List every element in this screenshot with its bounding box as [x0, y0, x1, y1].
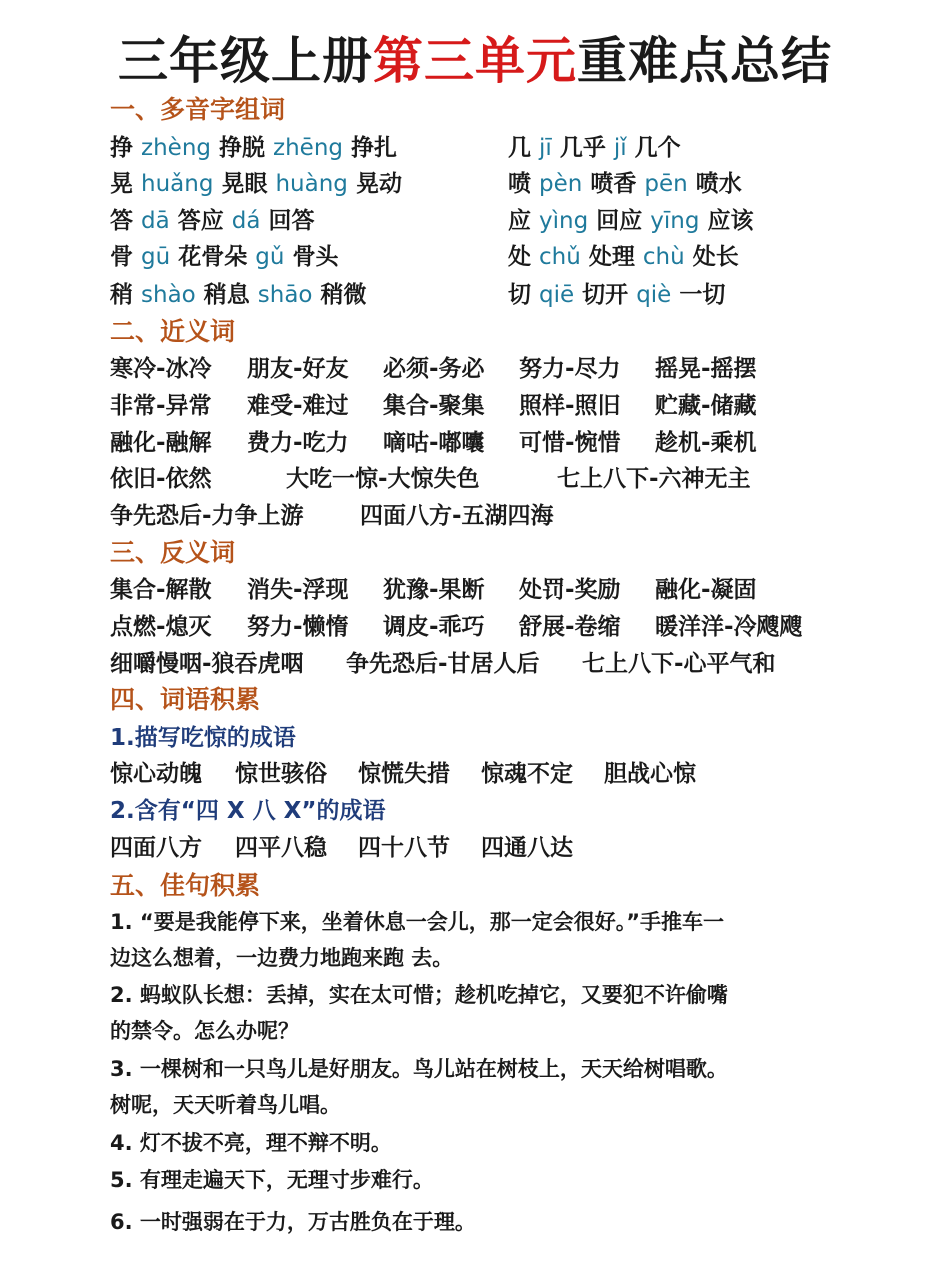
- pinyin: pèn: [539, 171, 583, 197]
- synonym-pair: 寒冷-冰冷: [110, 356, 212, 382]
- antonym-pair: 舒展-卷缩: [519, 614, 621, 640]
- antonym-pair: 努力-懒惰: [247, 614, 349, 640]
- polyphonic-row: [508, 241, 739, 273]
- antonym-pair: 调皮-乖巧: [383, 614, 485, 640]
- pinyin: jī: [539, 135, 552, 161]
- synonym-pair: 必须-务必: [383, 356, 485, 382]
- sub-heading-four-eight-idioms: 2.含有“四 X 八 X”的成语: [110, 798, 386, 824]
- pinyin: zhèng: [141, 135, 211, 161]
- synonym-pair: 摇晃-摇摆: [655, 356, 757, 382]
- antonym-pair: 犹豫-果断: [383, 577, 485, 603]
- synonym-pair: 照样-照旧: [519, 393, 621, 419]
- polyphonic-char: 喷: [508, 171, 531, 197]
- sentence-2-cont: 的禁令。怎么办呢？: [110, 1019, 299, 1043]
- example-word: 喷香: [590, 171, 637, 197]
- pinyin: yìng: [539, 208, 589, 234]
- pinyin: jǐ: [613, 135, 627, 161]
- synonym-pair: 融化-融解: [110, 430, 212, 456]
- polyphonic-row: [508, 205, 753, 237]
- section-heading-antonyms: 三、反义词: [110, 538, 236, 567]
- example-word: 挣扎: [351, 135, 398, 161]
- example-word: 挣脱: [219, 135, 266, 161]
- pinyin: zhēng: [273, 135, 344, 161]
- pinyin: dā: [141, 208, 170, 234]
- example-word: 稍微: [320, 282, 367, 308]
- pinyin: huǎng: [141, 171, 214, 197]
- example-word: 一切: [679, 282, 726, 308]
- idiom: 四十八节: [358, 835, 450, 861]
- antonym-pair: 处罚-奖励: [519, 577, 621, 603]
- sentence-4: 4. 灯不拔不亮，理不辩不明。: [110, 1131, 392, 1155]
- pinyin: shào: [141, 282, 196, 308]
- antonym-pair: 暖洋洋-冷飕飕: [655, 614, 803, 640]
- synonym-pair: 趁机-乘机: [655, 430, 757, 456]
- polyphonic-char: 答: [110, 208, 133, 234]
- section-heading-accumulation: 四、词语积累: [110, 685, 261, 714]
- example-word: 晃动: [355, 171, 402, 197]
- antonym-pair: 点燃-熄灭: [110, 614, 212, 640]
- section-heading-synonyms: 二、近义词: [110, 317, 236, 346]
- synonym-pair: 嘀咕-嘟囔: [383, 430, 485, 456]
- polyphonic-char: 挣: [110, 135, 133, 161]
- polyphonic-row: [110, 205, 314, 237]
- synonym-pair: 朋友-好友: [247, 356, 349, 382]
- example-word: 几乎: [559, 135, 606, 161]
- title-part-3: 重难点总结: [577, 32, 832, 90]
- sentence-5: 5. 有理走遍天下，无理寸步难行。: [110, 1168, 434, 1192]
- polyphonic-row: [508, 279, 725, 311]
- synonym-pair: 贮藏-储藏: [655, 393, 757, 419]
- pinyin: gǔ: [255, 244, 285, 270]
- title-part-2: 第三单元: [373, 32, 577, 90]
- synonym-pair: 难受-难过: [247, 393, 349, 419]
- synonym-pair: 七上八下-六神无主: [557, 466, 751, 492]
- antonym-pair: 融化-凝固: [655, 577, 757, 603]
- idiom: 四通八达: [481, 835, 573, 861]
- sub-heading-surprise-idioms: 1.描写吃惊的成语: [110, 725, 296, 751]
- example-word: 花骨朵: [178, 244, 248, 270]
- polyphonic-row: [110, 132, 397, 164]
- idiom: 惊慌失措: [358, 761, 450, 787]
- pinyin: qiē: [539, 282, 575, 308]
- idiom: 胆战心惊: [604, 761, 696, 787]
- polyphonic-row: [110, 241, 338, 273]
- synonym-pair: 费力-吃力: [247, 430, 349, 456]
- example-word: 稍息: [203, 282, 250, 308]
- pinyin: yīng: [650, 208, 700, 234]
- sentence-3-cont: 树呢，天天听着鸟儿唱。: [110, 1093, 341, 1117]
- synonym-pair: 努力-尽力: [519, 356, 621, 382]
- idiom: 惊心动魄: [110, 761, 202, 787]
- polyphonic-char: 稍: [110, 282, 133, 308]
- example-word: 处长: [692, 244, 739, 270]
- example-word: 应该: [707, 208, 754, 234]
- page-title: [0, 30, 950, 92]
- polyphonic-char: 晃: [110, 171, 133, 197]
- sentence-1: 1. “要是我能停下来，坐着休息一会儿，那一定会很好。”手推车一: [110, 910, 725, 934]
- idiom: 惊魂不定: [481, 761, 573, 787]
- example-word: 处理: [588, 244, 635, 270]
- section-heading-sentences: 五、佳句积累: [110, 871, 261, 900]
- polyphonic-char: 几: [508, 135, 531, 161]
- antonym-pair: 集合-解散: [110, 577, 212, 603]
- sentence-2: 2. 蚂蚁队长想：丢掉，实在太可惜；趁机吃掉它，又要犯不许偷嘴: [110, 983, 728, 1007]
- antonym-pair: 细嚼慢咽-狼吞虎咽: [110, 651, 304, 677]
- example-word: 回应: [596, 208, 643, 234]
- antonym-pair: 争先恐后-甘居人后: [346, 651, 540, 677]
- example-word: 切开: [582, 282, 629, 308]
- pinyin: dá: [231, 208, 261, 234]
- pinyin: shāo: [257, 282, 313, 308]
- synonym-pair: 非常-异常: [110, 393, 212, 419]
- antonym-pair: 七上八下-心平气和: [582, 651, 776, 677]
- pinyin: chǔ: [539, 244, 581, 270]
- example-word: 晃眼: [221, 171, 268, 197]
- polyphonic-char: 切: [508, 282, 531, 308]
- idiom: 惊世骇俗: [235, 761, 327, 787]
- polyphonic-row: [508, 132, 681, 164]
- synonym-pair: 大吃一惊-大惊失色: [286, 466, 480, 492]
- polyphonic-char: 骨: [110, 244, 133, 270]
- pinyin: chù: [642, 244, 685, 270]
- polyphonic-char: 应: [508, 208, 531, 234]
- pinyin: qiè: [636, 282, 672, 308]
- sentence-6: 6. 一时强弱在于力，万古胜负在于理。: [110, 1210, 476, 1234]
- sentence-3: 3. 一棵树和一只鸟儿是好朋友。鸟儿站在树枝上，天天给树唱歌。: [110, 1057, 728, 1081]
- synonym-pair: 依旧-依然: [110, 466, 212, 492]
- example-word: 几个: [634, 135, 681, 161]
- example-word: 骨头: [292, 244, 339, 270]
- idiom: 四面八方: [110, 835, 202, 861]
- title-part-1: 三年级上册: [118, 32, 373, 90]
- example-word: 回答: [268, 208, 315, 234]
- synonym-pair: 争先恐后-力争上游: [110, 503, 304, 529]
- pinyin: gū: [141, 244, 171, 270]
- section-heading-polyphonic: 一、多音字组词: [110, 95, 286, 124]
- pinyin: huàng: [275, 171, 348, 197]
- polyphonic-row: [110, 168, 402, 200]
- polyphonic-char: 处: [508, 244, 531, 270]
- antonym-pair: 消失-浮现: [247, 577, 349, 603]
- sentence-1-cont: 边这么想着，一边费力地跑来跑 去。: [110, 946, 454, 970]
- synonym-pair: 可惜-惋惜: [519, 430, 621, 456]
- example-word: 答应: [177, 208, 224, 234]
- synonym-pair: 集合-聚集: [383, 393, 485, 419]
- synonym-pair: 四面八方-五湖四海: [360, 503, 554, 529]
- polyphonic-row: [508, 168, 742, 200]
- polyphonic-row: [110, 279, 367, 311]
- pinyin: pēn: [644, 171, 688, 197]
- example-word: 喷水: [695, 171, 742, 197]
- idiom: 四平八稳: [235, 835, 327, 861]
